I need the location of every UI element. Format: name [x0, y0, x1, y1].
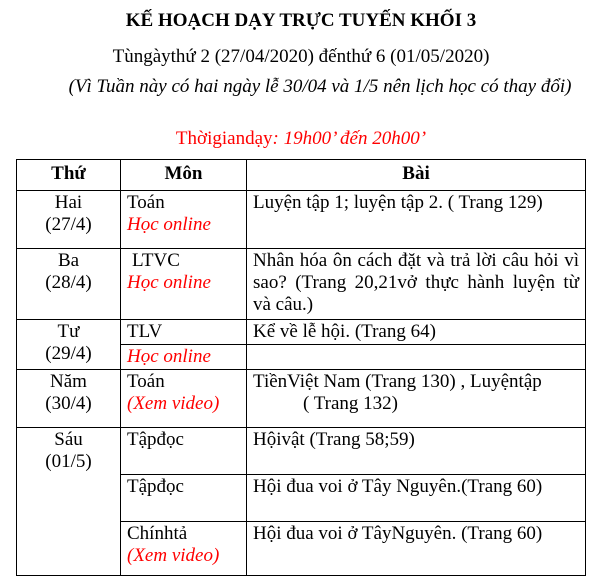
day-date: (01/5) — [45, 451, 92, 472]
day-date: (28/4) — [45, 272, 92, 293]
subject-name: LTVC — [132, 250, 180, 271]
document-title: KẾ HOẠCH DẠY TRỰC TUYẾN KHỐI 3 — [125, 10, 477, 31]
lesson-cell: Nhân hóa ôn cách đặt và trả lời câu hỏi vì sao? (Trang 20,21vở thực hành luyện từ và câu.) — [247, 249, 586, 320]
day-name: Sáu — [54, 429, 83, 450]
day-cell — [17, 191, 121, 249]
lesson-text: Hộivật (Trang 58;59) — [247, 428, 585, 475]
subject-name: TLV — [121, 320, 246, 345]
lesson-text-continued: ( Trang 132) — [303, 393, 399, 414]
header-lesson: Bài — [247, 160, 586, 191]
day-name: Năm — [50, 371, 87, 392]
subject-name: Toán — [127, 192, 165, 213]
learning-mode: (Xem video) — [127, 393, 220, 414]
table-row — [17, 249, 586, 320]
subject-cell — [121, 370, 247, 428]
table-header-row — [17, 160, 586, 191]
teaching-time — [0, 128, 602, 150]
schedule-table — [16, 159, 586, 576]
day-name: Tư — [57, 321, 80, 342]
learning-mode: (Xem video) — [127, 545, 220, 566]
day-cell — [17, 370, 121, 428]
learning-mode: Học online — [127, 272, 211, 293]
learning-mode: Học online — [127, 214, 211, 235]
subject-name: Toán — [127, 371, 165, 392]
learning-mode: Học online — [127, 346, 211, 367]
day-cell — [17, 320, 121, 370]
day-cell — [17, 249, 121, 320]
lesson-text: Kể về lễ hội. (Trang 64) — [247, 320, 585, 345]
schedule-note: (Vì Tuần này có hai ngày lễ 30/04 và 1/5 nên lịch học có thay đổi) — [68, 76, 572, 97]
table-row — [17, 428, 586, 576]
day-cell — [17, 428, 121, 576]
day-name: Hai — [54, 192, 83, 213]
table-row — [17, 320, 586, 370]
lesson-text: Hội đua voi ở TâyNguyên. (Trang 60) — [253, 523, 543, 544]
lesson-text: TiềnViệt Nam (Trang 130) , Luyệntập — [253, 371, 542, 392]
lesson-cell — [247, 428, 586, 576]
subject-cell — [121, 320, 247, 370]
table-row — [17, 370, 586, 428]
lesson-cell — [247, 320, 586, 370]
subject-name: Tậpđọc — [121, 475, 246, 522]
subject-cell — [121, 191, 247, 249]
subject-name: Tậpđọc — [121, 428, 246, 475]
header-subject: Môn — [121, 160, 247, 191]
subject-name: Chínhtả — [127, 523, 188, 544]
header-day: Thứ — [17, 160, 121, 191]
table-row — [17, 191, 586, 249]
day-date: (30/4) — [45, 393, 92, 414]
time-value: : 19h00’ đến 20h00’ — [272, 128, 427, 149]
time-label: Thờigiandạy — [175, 128, 273, 149]
lesson-cell: Luyện tập 1; luyện tập 2. ( Trang 129) — [247, 191, 586, 249]
subject-block — [121, 522, 246, 568]
lesson-text: Hội đua voi ở Tây Nguyên.(Trang 60) — [247, 475, 585, 522]
day-date: (27/4) — [45, 214, 92, 235]
subject-cell — [121, 428, 247, 576]
date-range: Tùngàythứ 2 (27/04/2020) đếnthứ 6 (01/05/2020) — [112, 46, 490, 67]
subject-cell — [121, 249, 247, 320]
day-name: Ba — [57, 250, 80, 271]
lesson-cell — [247, 370, 586, 428]
day-date: (29/4) — [45, 343, 92, 364]
